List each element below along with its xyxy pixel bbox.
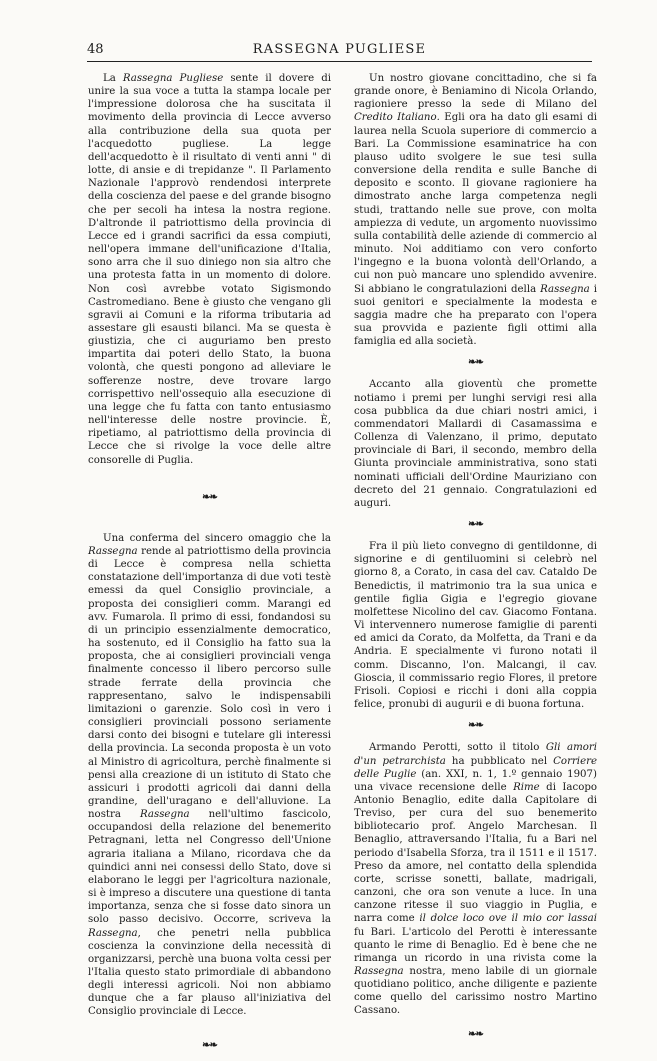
section-ornament: ❧❧ — [202, 491, 217, 503]
header-rule — [87, 61, 592, 62]
page-number: 48 — [87, 42, 104, 57]
paragraph-honours: Accanto alla gioventù che promette notiamo i premi per lunghi servigi resi alla cosa pubblica da due chiari nostri amici, i commendatori Mallardi di Casamassima e Collenza di Valenzano, il primo, deputato provinciale di Bari, il secondo, membro della Giunta provinciale amministrativa, sono stati nominati ufficiali dell'Ordine Mauriziano con decreto del 21 gennaio. Congratulazioni ed auguri. — [354, 379, 597, 509]
section-ornament: ❧❧ — [202, 1039, 217, 1051]
running-title: RASSEGNA PUGLIESE — [252, 42, 427, 57]
paragraph-perotti: Armando Perotti, sotto il titolo Gli amori d'un petrarchista ha pubblicato nel Corriere delle Puglie (an. XXI, n. 1, 1.º gennaio 1907) una vivace recensione delle Rime di Iacopo Antonio Benaglio, edite dalla Capitolare di Treviso, per cura del suo benemerito bibliotecario prof. Angelo Marchesan. Il Benaglio, attraversando l'Italia, fu a Bari nel periodo d'Isabella Sforza, tra il 1511 e il 1517. Preso da amore, nel contatto della splendida corte, scrisse sonetti, ballate, madrigali, canzoni, che ora son venute a luce. In una canzone ritesse il suo viaggio in Puglia, e narra come il dolce loco ove il mio cor lassai fu Bari. L'articolo del Perotti è interessante quanto le rime di Benaglio. Ed è bene che ne rimanga un ricordo in una rivista come la Rassegna nostra, meno labile di un giornale quotidiano politico, anche diligente e paziente come quello del carissimo nostro Martino Cassano. — [354, 742, 598, 1017]
section-ornament: ❧❧ — [468, 720, 483, 732]
section-ornament: ❧❧ — [468, 357, 483, 369]
right-column — [354, 72, 597, 1050]
paragraph-orlando: Un nostro giovane concittadino, che si fa grande onore, è Beniamino di Nicola Orlando, ragioniere presso la sede di Milano del Credito Italiano. Egli ora ha dato gli esami di laurea nella Scuola superiore di commercio a Bari. La Commissione esaminatrice ha con plauso udito svolgere le sue tesi sulla conversione della rendita e sulle Banche di deposito e sconto. Il giovane ragioniere ha dimostrato anche larga competenza negli studi, trattando nelle sue prove, con molta ampiezza di vedute, un argomento nuovissimo sulla contabilità delle aziende di commercio al minuto. Noi additiamo con vero conforto l'ingegno e la buona volontà dell'Orlando, a cui non può mancare uno splendido avvenire. Si abbiano le congratulazioni della Rassegna i suoi genitori e specialmente la modesta e saggia madre che ha preparato con l'opera sua provvida e paziente figli ottimi alla famiglia ed alla società. — [354, 73, 598, 348]
paragraph-wedding: Fra il più lieto convegno di gentildonne, di signorine e di gentiluomini si celebrò nel giorno 8, a Corato, in casa del cav. Cataldo De Benedictis, il matrimonio tra la sua unica e gentile figlia Gigia e l'egregio giovane molfettese Nicolino del cav. Giacomo Fontana. Vi intervennero numerose famiglie di parenti ed amici da Corato, da Molfetta, da Trani e da Andria. E specialmente vi furono notati il comm. Discanno, l'on. Malcangi, il cav. Gioscia, il commissario regio Flores, il pretore Frisoli. Copiosi e ricchi i doni alla coppia felice, pronubi di augurii e di buona fortuna. — [354, 541, 597, 711]
paragraph-aqueduct: La Rassegna Pugliese sente il dovere di unire la sua voce a tutta la stampa locale per l'impressione dolorosa che ha suscitata il movimento della provincia di Lecce avverso alla contribuzione della sua quota per l'acquedotto pugliese. La legge dell'acquedotto è il risultato di venti anni " di lotte, di ansie e di trepidanze ". Il Parlamento Nazionale l'approvò rendendosi interprete della coscienza del paese e del grande bisogno che per secoli ha intesa la nostra regione. D'altronde il patriottismo della provincia di Lecce ed i grandi sacrifici da essa compiuti, nell'opera immane dell'unificazione d'Italia, sono arra che il suo diniego non sia altro che una protesta fatta in un momento di dolore. Non così avrebbe votato Sigismondo Castromediano. Bene è giusto che vengano gli sgravii ai Comuni e la riforma tributaria ad assestare gli esausti bilanci. Ma se questa è giustizia, che ci auguriamo ben presto impartita dai poteri dello Stato, la buona volontà, che questi pongono ad alleviare le sofferenze nostre, deve trovare largo corrispettivo nell'ossequio alla esecuzione di una legge che fu fatta con tanto entusiasmo nell'interesse delle nostre provincie. È, ripetiamo, al patriottismo della provincia di Lecce che si rivolge la voce delle altre consorelle di Puglia. — [88, 73, 331, 466]
page-header — [87, 40, 592, 62]
left-column — [88, 72, 331, 1061]
section-ornament: ❧❧ — [468, 519, 483, 530]
section-ornament: ❧❧ — [468, 1028, 483, 1040]
paragraph-provincial-council: Una conferma del sincero omaggio che la Rassegna rende al patriottismo della provincia di Lecce è compresa nella schietta constatazione dell'importanza di due voti testè emessi da quel Consiglio provinciale, a proposta dei consiglieri comm. Marangi ed avv. Fumarola. Il primo di essi, fondandosi su di un principio essenzialmente democratico, ha sostenuto, ed il Consiglio ha fatto sua la proposta, che ai consiglieri provinciali venga finalmente concesso il libero percorso sulle strade ferrate della provincia che rappresentano, salvo le indispensabili limitazioni o garenzie. Solo così in vero i consiglieri provinciali possono seriamente darsi conto dei bisogni e tutelare gli interessi della provincia. La seconda proposta è un voto al Ministro di agricoltura, perchè finalmente si pensi alla creazione di un istituto di Stato che assicuri i prodotti agricoli dai danni della grandine, dell'uragano e dell'alluvione. La nostra Rassegna nell'ultimo fascicolo, occupandosi della relazione del benemerito Petragnani, letta nel Congresso dell'Unione agraria italiana a Milano, ricordava che da quindici anni nei consessi dello Stato, dove si elaborano le leggi per l'agricoltura nazionale, si è impreso a discutere una questione di tanta importanza, senza che si fosse dato sinora un solo passo decisivo. Occorre, scriveva la Rassegna, che penetri nella pubblica coscienza la convinzione della necessità di organizzarsi, perchè una buona volta cessi per l'Italia questo stato primordiale di abbandono degli interessi agricoli. Noi non abbiamo dunque che a far plauso all'iniziativa del Consiglio provinciale di Lecce. — [88, 532, 332, 1018]
